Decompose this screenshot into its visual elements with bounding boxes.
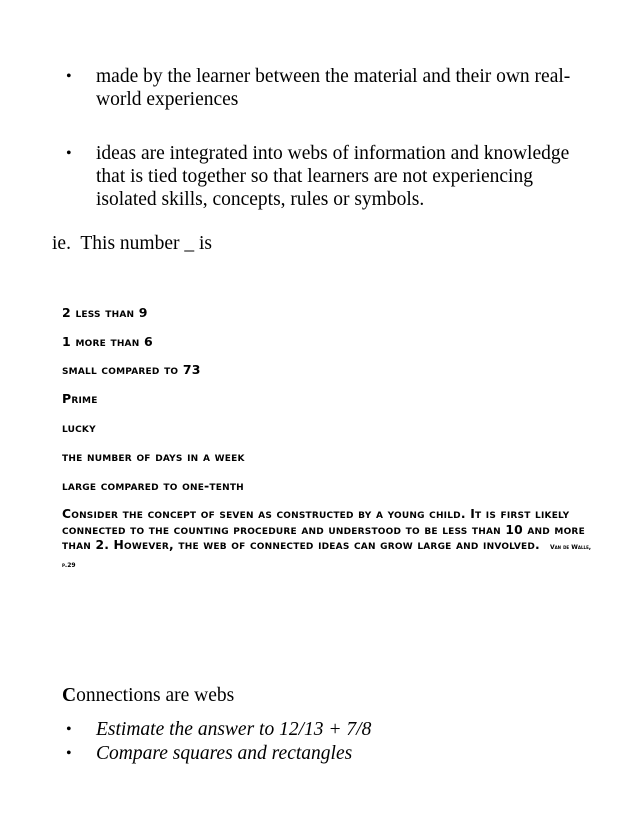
section-heading <box>62 684 234 708</box>
number-description: large compared to one-tenth <box>62 478 244 493</box>
bullet-item <box>66 65 586 111</box>
concept-paragraph <box>62 507 592 573</box>
example-list <box>66 718 586 766</box>
number-description: Prime <box>62 391 98 406</box>
number-description: lucky <box>62 420 96 435</box>
bullet-point-icon: • <box>66 745 72 762</box>
bullet-point-icon: • <box>66 721 72 738</box>
list-item <box>66 718 586 742</box>
list-item-text: Estimate the answer to 12/13 + 7/8 <box>96 719 372 740</box>
bullet-item <box>66 142 586 211</box>
bullet-point-icon: • <box>66 68 72 85</box>
list-item-text: Compare squares and rectangles <box>96 743 353 764</box>
heading-first-letter: C <box>62 685 77 706</box>
number-description: 2 less than 9 <box>62 305 148 320</box>
bullet-text: ideas are integrated into webs of information and knowledge that is tied together so that learners are not experiencing isolated skills, concepts, rules or symbols. <box>96 143 570 210</box>
ie-text: This number _ is <box>80 233 212 254</box>
bullet-point-icon: • <box>66 145 72 162</box>
number-description: small compared to 73 <box>62 362 201 377</box>
heading-rest: onnections are webs <box>76 685 235 706</box>
ie-prefix: ie. <box>52 233 71 254</box>
number-description: 1 more than 6 <box>62 334 153 349</box>
paragraph-text: Consider the concept of seven as constructed by a young child. It is first likely connected to the counting procedure and understood to be less than 10 and more than 2. However, the web of connected ideas can grow large and involved. <box>62 507 585 552</box>
list-item <box>66 742 586 766</box>
bullet-text: made by the learner between the material and their own real-world experiences <box>96 66 571 110</box>
example-prompt <box>52 232 212 256</box>
citation: Van de Walle, p.29 <box>62 544 592 569</box>
number-description: the number of days in a week <box>62 449 245 464</box>
